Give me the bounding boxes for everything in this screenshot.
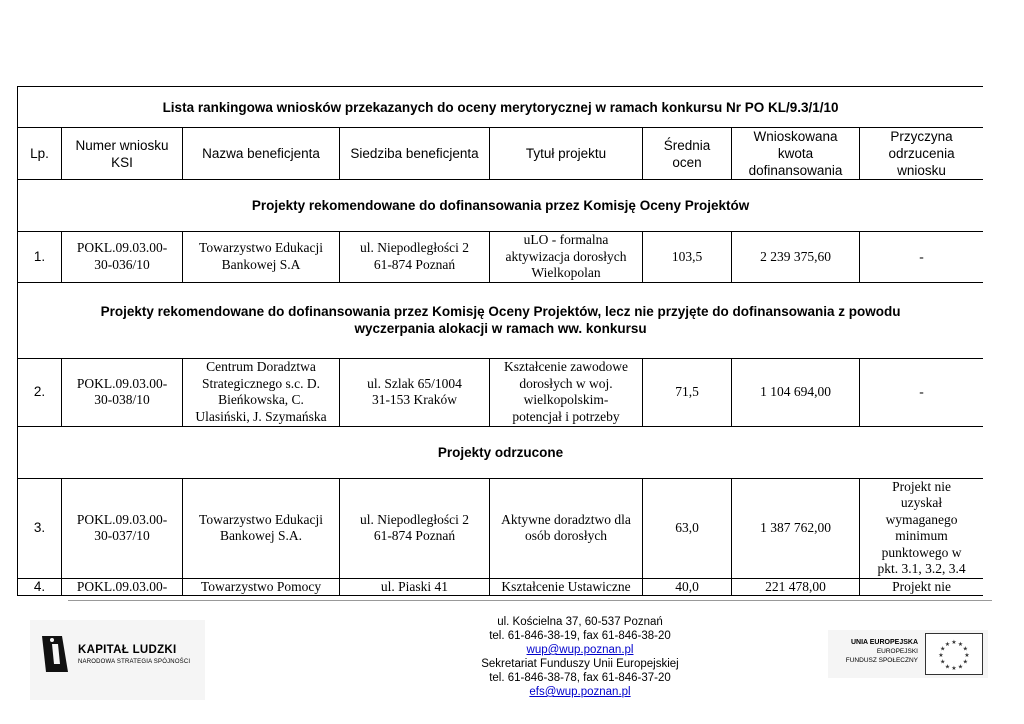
cell-tytul: Kształcenie zawodowe dorosłych w woj. wielkopolskim- potencjał i potrzeby [490, 358, 643, 426]
col-numer: Numer wniosku KSI [62, 128, 183, 180]
kapital-ludzki-subtitle: NARODOWA STRATEGIA SPÓJNOŚCI [78, 659, 191, 665]
footer-address: ul. Kościelna 37, 60-537 Poznań tel. 61-846-38-19, fax 61-846-38-20 wup@wup.poznan.pl Sekretariat Funduszy Unii Europejskiej tel. 61-846-38-78, fax 61-846-37-20 efs@wup.poznan.pl [481, 616, 679, 698]
cell-lp: 2. [18, 358, 62, 426]
eu-star-icon: ★ [938, 653, 944, 660]
table-row [18, 478, 984, 578]
cell-kwota: 221 478,00 [732, 578, 860, 596]
cell-numer: POKL.09.03.00- 30-036/10 [62, 232, 183, 283]
cell-tytul: uLO - formalna aktywizacja dorosłych Wielkopolan [490, 232, 643, 283]
eu-logo-text: UNIA EUROPEJSKA EUROPEJSKI FUNDUSZ SPOŁECZNY [845, 639, 918, 664]
cell-numer: POKL.09.03.00- 30-037/10 [62, 478, 183, 578]
cell-kwota: 2 239 375,60 [732, 232, 860, 283]
footer-divider [68, 600, 992, 601]
cell-przyczyna: - [860, 232, 984, 283]
ranking-table [17, 86, 983, 596]
email-wup-link[interactable]: wup@wup.poznan.pl [526, 644, 634, 656]
col-srednia: Średnia ocen [643, 128, 732, 180]
cell-siedziba: ul. Niepodległości 2 61-874 Poznań [340, 478, 490, 578]
section-recommended-not-accepted: Projekty rekomendowane do dofinansowania przez Komisję Oceny Projektów, lecz nie przyjęte do dofinansowania z powodu wyczerpania alokacji w ramach ww. konkursu [18, 282, 984, 358]
eu-star-icon: ★ [957, 664, 964, 671]
cell-nazwa: Towarzystwo Edukacji Bankowej S.A. [183, 478, 340, 578]
eu-star-icon: ★ [940, 659, 946, 666]
table-row [18, 232, 984, 283]
eu-star-icon: ★ [964, 653, 970, 660]
col-siedziba: Siedziba beneficjenta [340, 128, 490, 180]
eu-star-icon: ★ [962, 646, 968, 653]
cell-siedziba: ul. Niepodległości 2 61-874 Poznań [340, 232, 490, 283]
table-row [18, 358, 984, 426]
eu-star-icon: ★ [962, 659, 968, 666]
cell-srednia: 71,5 [643, 358, 732, 426]
col-lp: Lp. [18, 128, 62, 180]
kapital-ludzki-mark-icon [40, 632, 72, 676]
table-row [18, 578, 984, 596]
email-efs-link[interactable]: efs@wup.poznan.pl [529, 686, 631, 698]
col-kwota: Wnioskowana kwota dofinansowania [732, 128, 860, 180]
eu-star-icon: ★ [951, 640, 957, 647]
cell-przyczyna: - [860, 358, 984, 426]
section-recommended: Projekty rekomendowane do dofinansowania przez Komisję Oceny Projektów [18, 180, 984, 232]
cell-nazwa: Centrum Doradztwa Strategicznego s.c. D. Bieńkowska, C. Ulasiński, J. Szymańska [183, 358, 340, 426]
cell-lp: 1. [18, 232, 62, 283]
cell-kwota: 1 104 694,00 [732, 358, 860, 426]
cell-przyczyna: Projekt nie uzyskał wymaganego minimum punktowego w pkt. 3.1, 3.2, 3.4 [860, 478, 984, 578]
eu-flag-icon [925, 633, 983, 675]
cell-tytul: Kształcenie Ustawiczne [490, 578, 643, 596]
col-nazwa: Nazwa beneficjenta [183, 128, 340, 180]
header-row [18, 128, 984, 180]
table-title: Lista rankingowa wniosków przekazanych do oceny merytorycznej w ramach konkursu Nr PO KL/9.3/1/10 [18, 87, 984, 128]
kapital-ludzki-logo [30, 620, 205, 700]
eu-star-icon: ★ [951, 666, 957, 673]
eu-logo [828, 630, 988, 678]
col-tytul: Tytuł projektu [490, 128, 643, 180]
eu-star-icon: ★ [944, 641, 951, 648]
kapital-ludzki-title: KAPITAŁ LUDZKI [78, 644, 177, 656]
cell-przyczyna: Projekt nie [860, 578, 984, 596]
cell-siedziba: ul. Piaski 41 [340, 578, 490, 596]
cell-srednia: 103,5 [643, 232, 732, 283]
col-przyczyna: Przyczyna odrzucenia wniosku [860, 128, 984, 180]
section-rejected: Projekty odrzucone [18, 426, 984, 478]
cell-srednia: 40,0 [643, 578, 732, 596]
cell-siedziba: ul. Szlak 65/1004 31-153 Kraków [340, 358, 490, 426]
cell-tytul: Aktywne doradztwo dla osób dorosłych [490, 478, 643, 578]
cell-nazwa: Towarzystwo Edukacji Bankowej S.A [183, 232, 340, 283]
cell-kwota: 1 387 762,00 [732, 478, 860, 578]
cell-srednia: 63,0 [643, 478, 732, 578]
cell-lp: 3. [18, 478, 62, 578]
ranking-table-container [17, 86, 983, 596]
cell-numer: POKL.09.03.00- 30-038/10 [62, 358, 183, 426]
eu-star-icon: ★ [940, 646, 946, 653]
eu-star-icon: ★ [944, 664, 951, 671]
cell-numer: POKL.09.03.00- [62, 578, 183, 596]
cell-lp: 4. [18, 578, 62, 596]
eu-star-icon: ★ [957, 641, 964, 648]
cell-nazwa: Towarzystwo Pomocy [183, 578, 340, 596]
